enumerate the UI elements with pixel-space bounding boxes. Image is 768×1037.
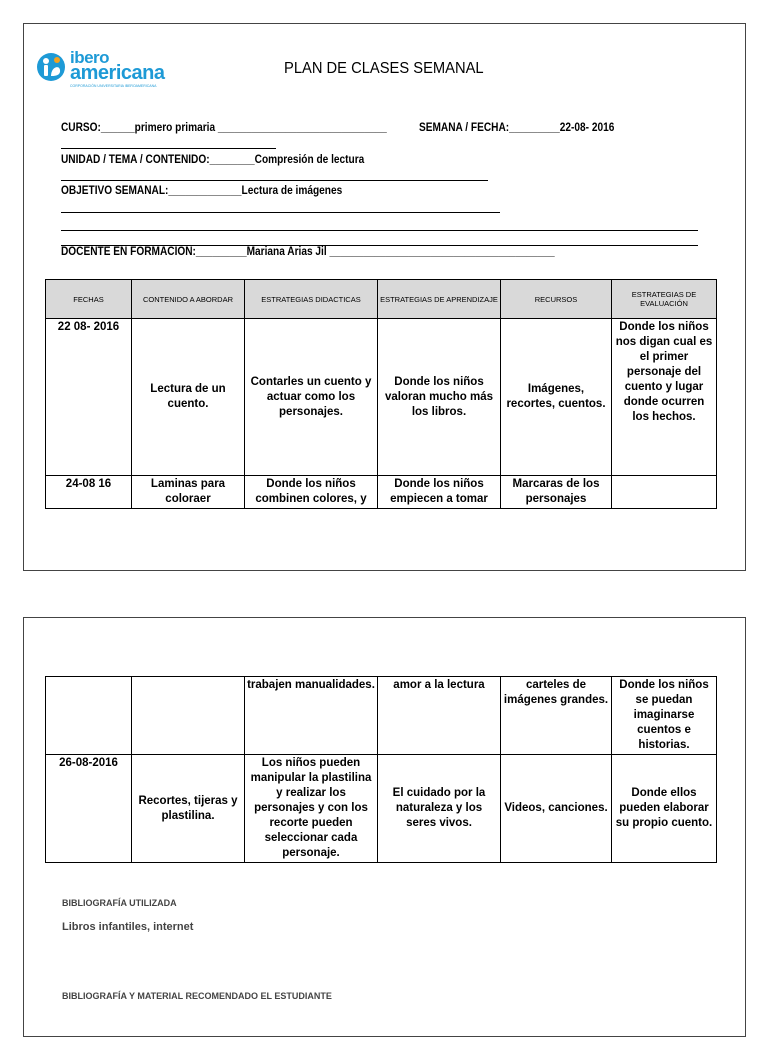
table-row (46, 319, 717, 476)
cell-estrategia-didactica: Donde los niños combinen colores, y (245, 476, 378, 509)
lesson-plan-table (45, 279, 717, 509)
cell-recursos: Videos, canciones. (501, 755, 612, 863)
header-contenido: CONTENIDO A ABORDAR (132, 280, 245, 319)
cell-estrategia-aprendizaje: Donde los niños valoran mucho más los libros. (378, 319, 501, 476)
cell-recursos: carteles de imágenes grandes. (501, 677, 612, 755)
cell-estrategia-aprendizaje: El cuidado por la naturaleza y los seres vivos. (378, 755, 501, 863)
underline (61, 148, 276, 149)
recommended-bibliography-label: BIBLIOGRAFÍA Y MATERIAL RECOMENDADO EL ESTUDIANTE (62, 991, 332, 1001)
table-row (46, 755, 717, 863)
header-estrategias-didacticas: ESTRATEGIAS DIDACTICAS (245, 280, 378, 319)
cell-evaluacion: Donde los niños nos digan cual es el primer personaje del cuento y lugar donde ocurren los hechos. (612, 319, 717, 476)
cell-contenido: Lectura de un cuento. (132, 319, 245, 476)
cell-evaluacion: Donde los niños se puedan imaginarse cuentos e historias. (612, 677, 717, 755)
logo-tagline: CORPORACIÓN UNIVERSITARIA IBEROAMERICANA (70, 84, 157, 88)
logo-text-top: ibero (70, 48, 110, 67)
cell-recursos: Imágenes, recortes, cuentos. (501, 319, 612, 476)
table-row (46, 677, 717, 755)
logo-text-bottom: americana (70, 62, 165, 84)
cell-evaluacion: Donde ellos pueden elaborar su propio cuento. (612, 755, 717, 863)
cell-fecha: 22 08- 2016 (46, 319, 132, 476)
cell-estrategia-didactica: Contarles un cuento y actuar como los personajes. (245, 319, 378, 476)
iberoamericana-logo (36, 50, 186, 90)
cell-recursos: Marcaras de los personajes (501, 476, 612, 509)
logo-mark-icon (36, 52, 66, 82)
field-objetivo: OBJETIVO SEMANAL:_____________Lectura de imágenes (61, 185, 343, 197)
underline (61, 230, 698, 231)
header-estrategias-aprendizaje: ESTRATEGIAS DE APRENDIZAJE (378, 280, 501, 319)
cell-fecha: 26-08-2016 (46, 755, 132, 863)
cell-evaluacion (612, 476, 717, 509)
page-1 (23, 23, 746, 571)
cell-estrategia-aprendizaje: Donde los niños empiecen a tomar (378, 476, 501, 509)
underline (61, 180, 488, 181)
bibliography-label: BIBLIOGRAFÍA UTILIZADA (62, 898, 177, 908)
page-2 (23, 617, 746, 1037)
cell-estrategia-didactica: trabajen manualidades. (245, 677, 378, 755)
cell-contenido (132, 677, 245, 755)
table-header-row (46, 280, 717, 319)
field-curso: CURSO:______primero primaria ______________________________ (61, 122, 387, 134)
field-semana-fecha: SEMANA / FECHA:_________22-08- 2016 (419, 122, 615, 134)
header-fechas: FECHAS (46, 280, 132, 319)
cell-contenido: Laminas para coloraer (132, 476, 245, 509)
underline (61, 212, 500, 213)
table-row (46, 476, 717, 509)
header-recursos: RECURSOS (501, 280, 612, 319)
cell-fecha (46, 677, 132, 755)
bibliography-value: Libros infantiles, internet (62, 921, 194, 933)
field-docente: DOCENTE EN FORMACIÓN:_________Mariana Arias Jil ________________________________________ (61, 246, 555, 258)
header-estrategias-evaluacion: ESTRATEGIAS DE EVALUACIÓN (612, 280, 717, 319)
page-title: PLAN DE CLASES SEMANAL (284, 60, 484, 77)
cell-estrategia-didactica: Los niños pueden manipular la plastilina y realizar los personajes y con los recorte pueden seleccionar cada personaje. (245, 755, 378, 863)
cell-contenido: Recortes, tijeras y plastilina. (132, 755, 245, 863)
cell-fecha: 24-08 16 (46, 476, 132, 509)
field-unidad-tema: UNIDAD / TEMA / CONTENIDO:________Compresión de lectura (61, 154, 365, 166)
cell-estrategia-aprendizaje: amor a la lectura (378, 677, 501, 755)
lesson-plan-table-continued (45, 676, 717, 863)
